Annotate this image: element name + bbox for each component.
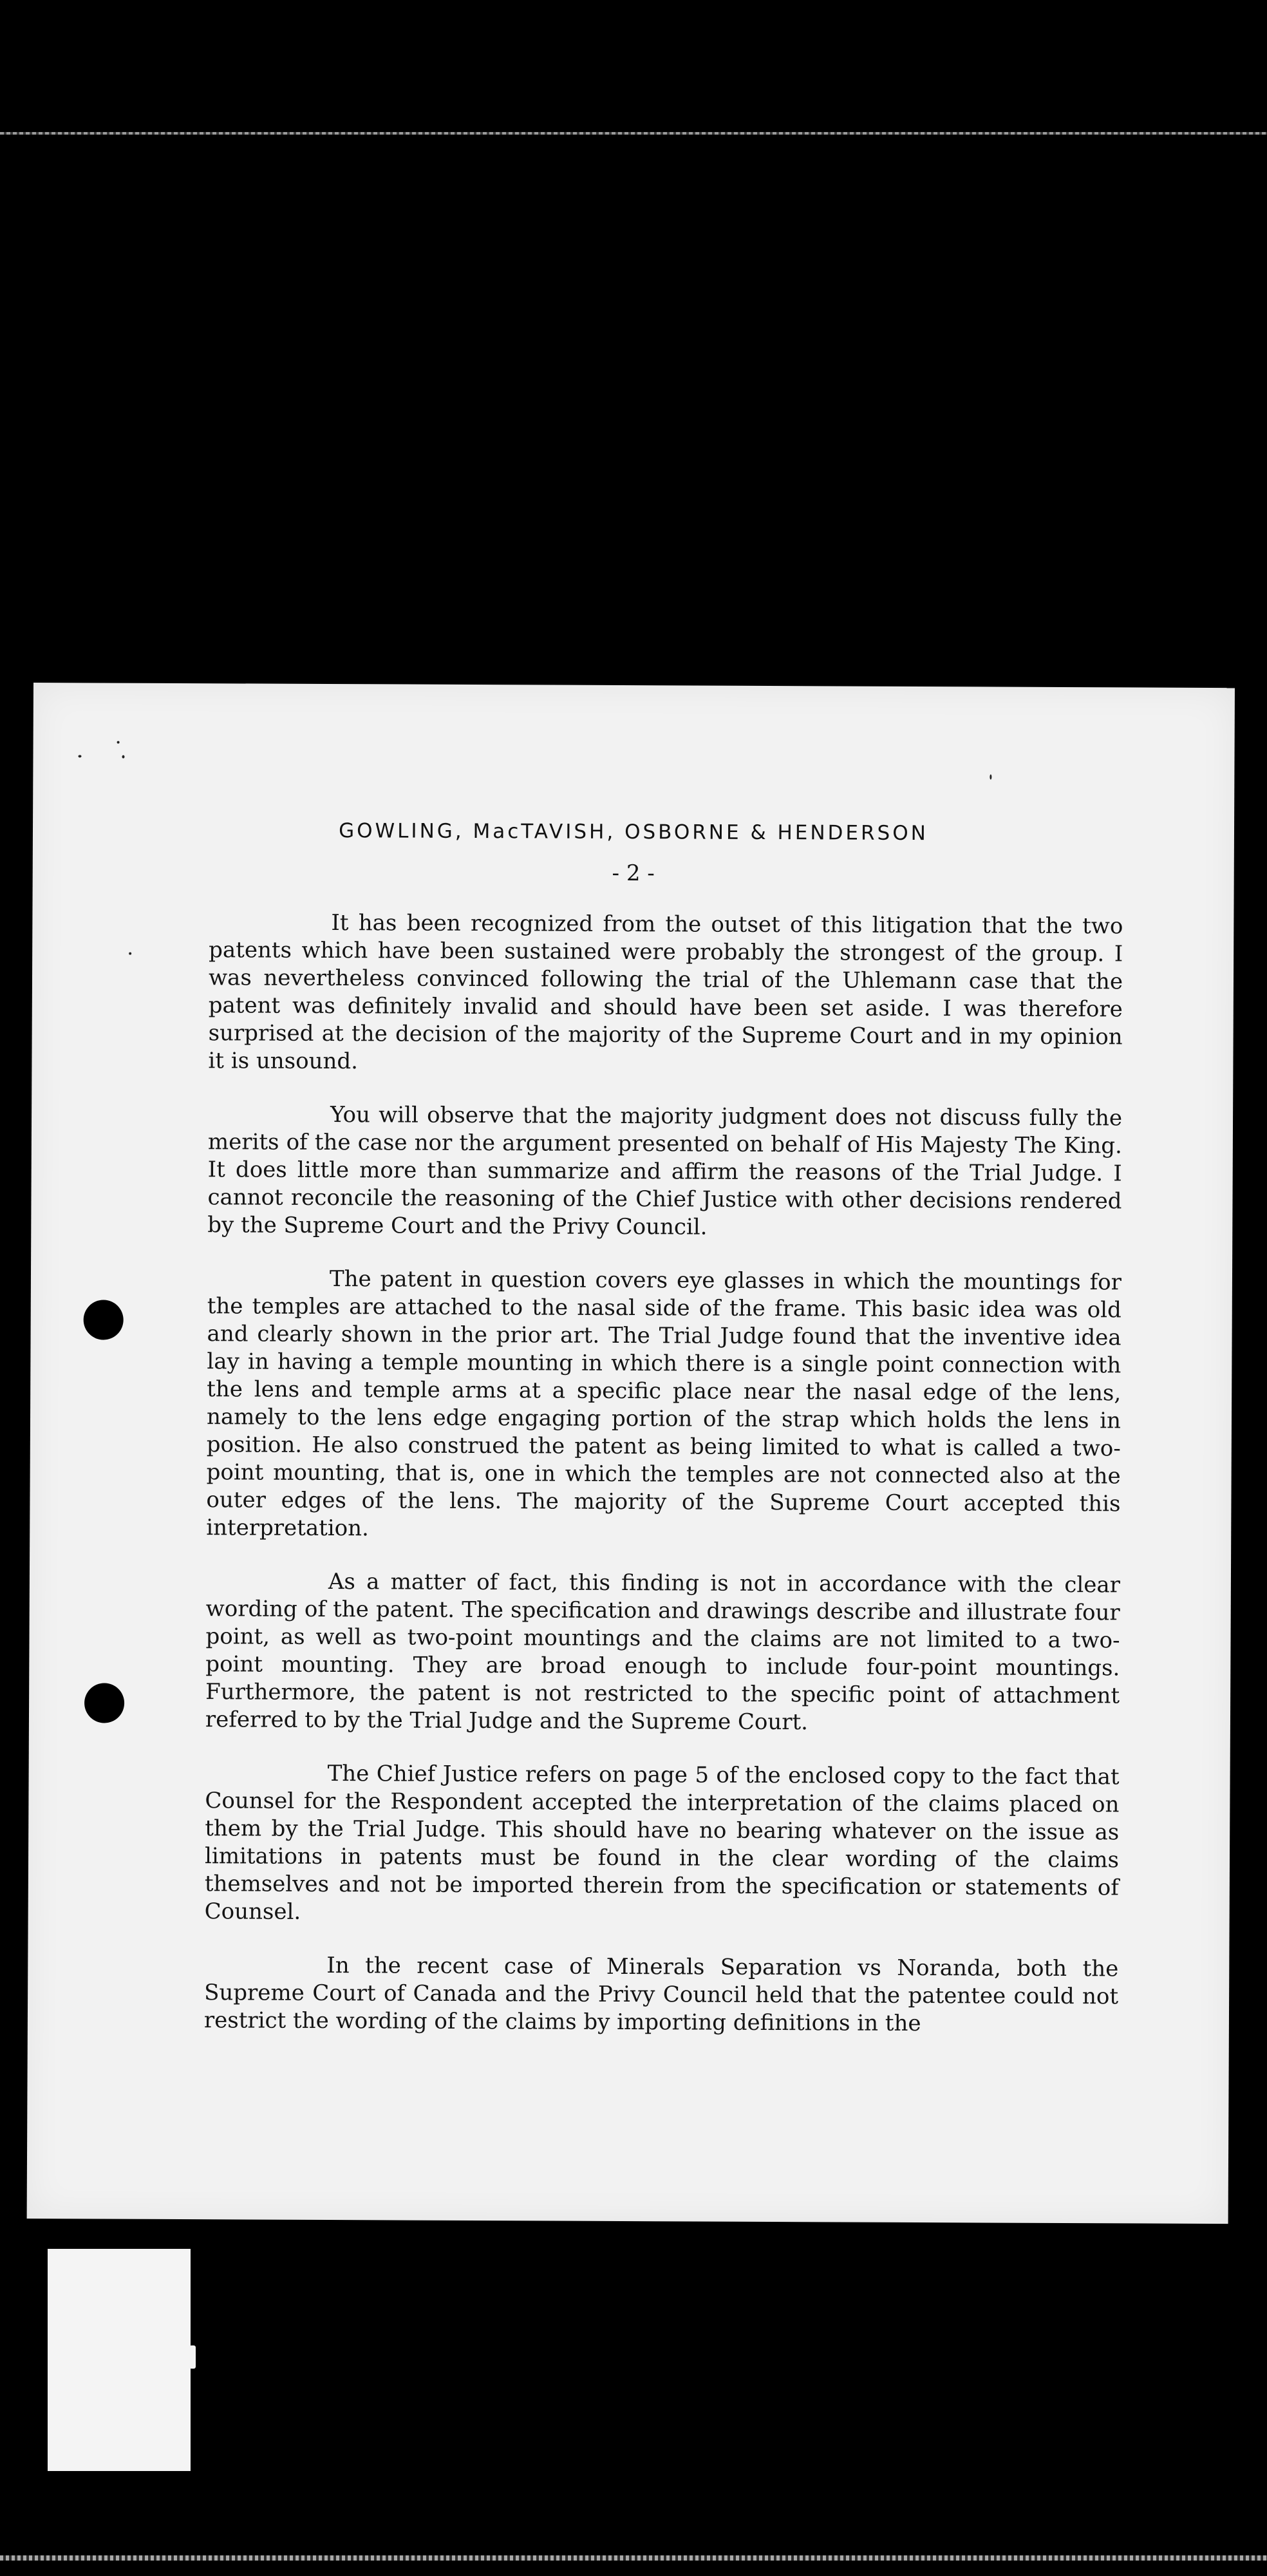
speck-mark bbox=[129, 952, 131, 955]
speck-mark bbox=[117, 741, 120, 744]
document-page bbox=[27, 683, 1235, 2224]
punch-hole bbox=[84, 1683, 124, 1723]
paragraph: The patent in question covers eye glasses in which the mountings for the temples are attached to the nasal side of the frame. This basic idea was old and clearly shown in the prior art. The Trial Judge found that the inventive idea lay in having a temple mounting in which there is a single point connection with the lens and temple arms at a specific place near the nasal edge of the lens, namely to the lens edge engaging portion of the strap which holds the lens in position. He also construed the patent as being limited to what is called a two-point mounting, that is, one in which the temples are not connected also at the outer edges of the lens. The majority of the Supreme Court accepted this interpretation. bbox=[206, 1266, 1122, 1542]
speck-mark bbox=[990, 774, 991, 779]
paragraph: In the recent case of Minerals Separation vs Noranda, both the Supreme Court of Canada and the Privy Council held that the patentee could not restrict the wording of the claims by importing definitions in the bbox=[203, 1953, 1119, 2037]
film-label-card bbox=[48, 2249, 191, 2471]
label-tab bbox=[189, 2345, 196, 2369]
speck-mark bbox=[78, 755, 81, 757]
paragraph: The Chief Justice refers on page 5 of the enclosed copy to the fact that Counsel for the Respondent accepted the interpretation of the claims placed on them by the Trial Judge. This should have no bearing whatever on the issue as limitations in patents must be found in the clear wording of the claims themselves and not be imported therein from the specification or statements of Counsel. bbox=[204, 1761, 1120, 1925]
punch-hole bbox=[84, 1300, 124, 1340]
letter-body bbox=[204, 909, 1123, 2064]
firm-letterhead: GOWLING, MacTAVISH, OSBORNE & HENDERSON bbox=[339, 819, 928, 846]
paragraph: As a matter of fact, this finding is not in accordance with the clear wording of the patent. The specification and drawings describe and illustrate four point, as well as two-point mountings and the claims are not limited to a two-point mounting. They are broad enough to include four-point mountings. Furthermore, the patent is not restricted to the specific point of attachment referred to by the Trial Judge and the Supreme Court. bbox=[205, 1569, 1120, 1736]
page-number: - 2 - bbox=[612, 860, 655, 887]
paragraph: It has been recognized from the outset of this litigation that the two patents which have been sustained were probably the strongest of the group. I was nevertheless convinced following the trial of the Uhlemann case that the patent was definitely invalid and should have been set aside. I was therefore surprised at the decision of the majority of the Supreme Court and in my opinion it is unsound. bbox=[208, 910, 1123, 1075]
paragraph: You will observe that the majority judgment does not discuss fully the merits of the case nor the argument presented on behalf of His Majesty The King. It does little more than summarize and affirm the reasons of the Trial Judge. I cannot reconcile the reasoning of the Chief Justice with other decisions rendered by the Supreme Court and the Privy Council. bbox=[207, 1102, 1123, 1240]
film-edge-top bbox=[0, 132, 1267, 135]
film-edge-bottom bbox=[0, 2555, 1267, 2561]
speck-mark bbox=[122, 755, 124, 759]
